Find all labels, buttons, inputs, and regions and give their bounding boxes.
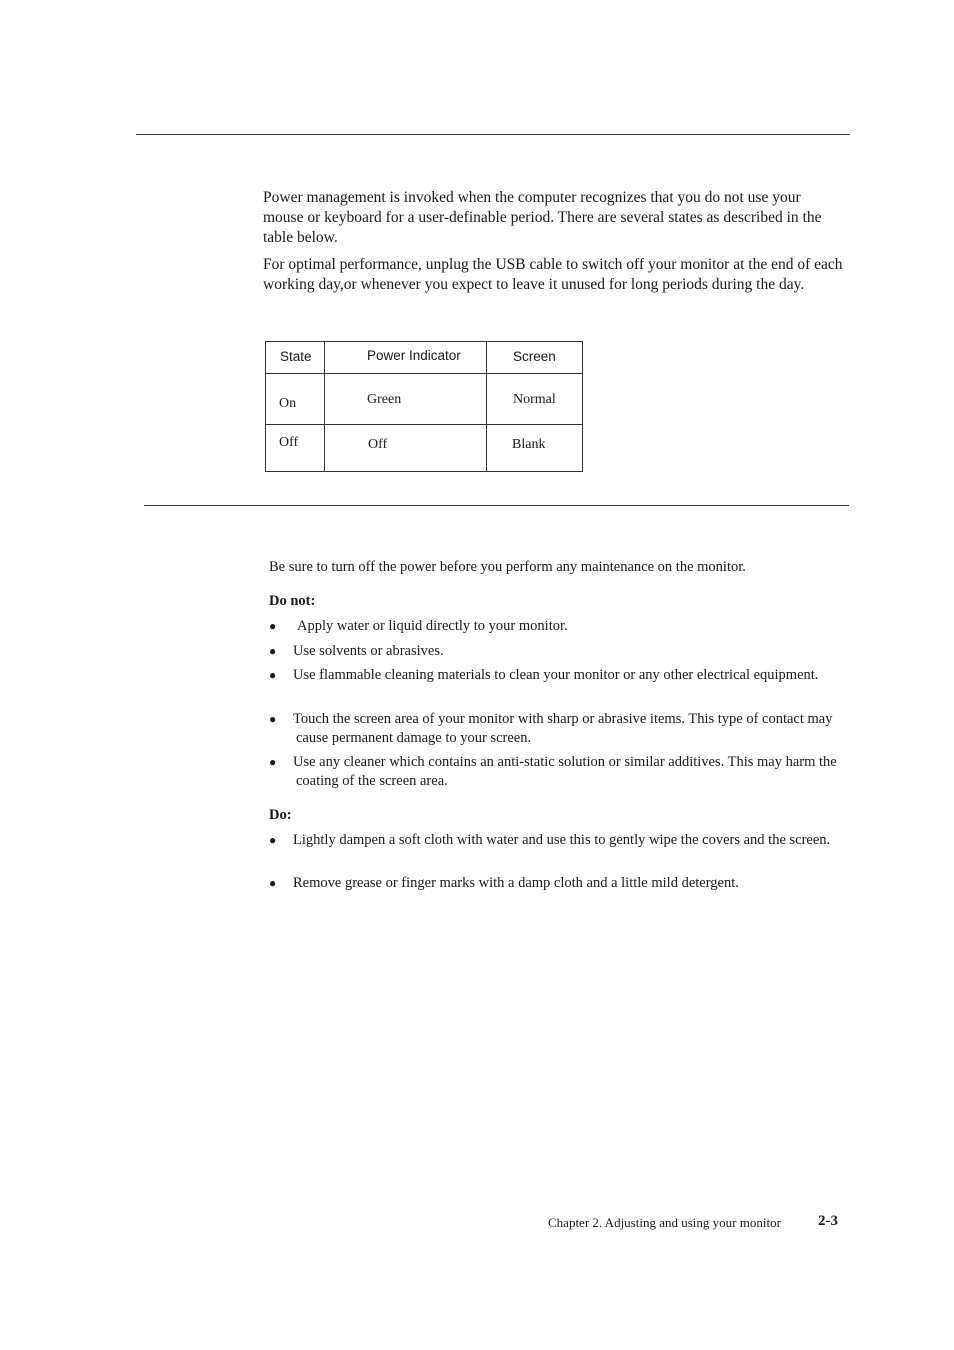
list-item (269, 874, 849, 893)
table-cell (487, 374, 583, 425)
list-item-text: Lightly dampen a soft cloth with water and use this to gently wipe the covers and the screen. (293, 832, 831, 848)
cell-screen-normal: Normal (513, 392, 556, 407)
list-item-text: Touch the screen area of your monitor with sharp or abrasive items. This type of contact may cause permanent damage to your screen. (293, 711, 833, 746)
table-header-cell (266, 342, 325, 374)
list-item (269, 617, 849, 636)
maintenance-intro: Be sure to turn off the power before you perform any maintenance on the monitor. (269, 559, 746, 575)
section-divider-top (136, 134, 850, 135)
list-item (269, 831, 849, 850)
table-cell (266, 374, 325, 425)
table-header-cell (487, 342, 583, 374)
bullet-icon: ● (269, 644, 277, 658)
footer-page-number: 2-3 (818, 1213, 838, 1229)
list-item-text: Apply water or liquid directly to your monitor. (297, 618, 568, 634)
list-item-text: Remove grease or finger marks with a damp cloth and a little mild detergent. (293, 875, 739, 891)
cell-indicator-green: Green (367, 392, 402, 407)
table-header-row (266, 342, 583, 374)
list-item (269, 753, 849, 791)
section-divider-middle (144, 505, 849, 506)
bullet-icon: ● (269, 619, 277, 633)
header-power-indicator: Power Indicator (367, 348, 461, 363)
list-item-text: Use solvents or abrasives. (293, 643, 444, 659)
cell-screen-blank: Blank (512, 437, 546, 452)
list-item (269, 642, 849, 661)
bullet-icon: ● (269, 833, 277, 847)
cell-indicator-off: Off (368, 437, 388, 452)
table-cell (266, 425, 325, 472)
bullet-icon: ● (269, 668, 277, 682)
table-row (266, 374, 583, 425)
do-heading: Do: (269, 807, 292, 823)
table-cell (325, 425, 487, 472)
bullet-icon: ● (269, 876, 277, 890)
table-row (266, 425, 583, 472)
list-item (269, 666, 849, 685)
cell-state-on: On (279, 396, 297, 411)
do-not-heading: Do not: (269, 593, 316, 609)
bullet-icon: ● (269, 755, 277, 769)
table-header-cell (325, 342, 487, 374)
header-state: State (280, 349, 312, 364)
table-cell (325, 374, 487, 425)
header-screen: Screen (513, 349, 556, 364)
list-item-text: Use flammable cleaning materials to clean your monitor or any other electrical equipment. (293, 667, 819, 683)
bullet-icon: ● (269, 712, 277, 726)
cell-state-off: Off (279, 435, 299, 450)
footer-chapter-title: Chapter 2. Adjusting and using your monitor (548, 1215, 781, 1230)
power-management-paragraph: Power management is invoked when the computer recognizes that you do not use your mouse or keyboard for a user-definable period. There are several states as described in the table below. (263, 189, 822, 246)
list-item-text: Use any cleaner which contains an anti-static solution or similar additives. This may harm the coating of the screen area. (293, 754, 837, 789)
power-states-table (265, 341, 583, 472)
optimal-performance-paragraph: For optimal performance, unplug the USB cable to switch off your monitor at the end of each working day,or whenever you expect to leave it unused for long periods during the day. (263, 256, 843, 293)
table-cell (487, 425, 583, 472)
list-item (269, 710, 849, 748)
